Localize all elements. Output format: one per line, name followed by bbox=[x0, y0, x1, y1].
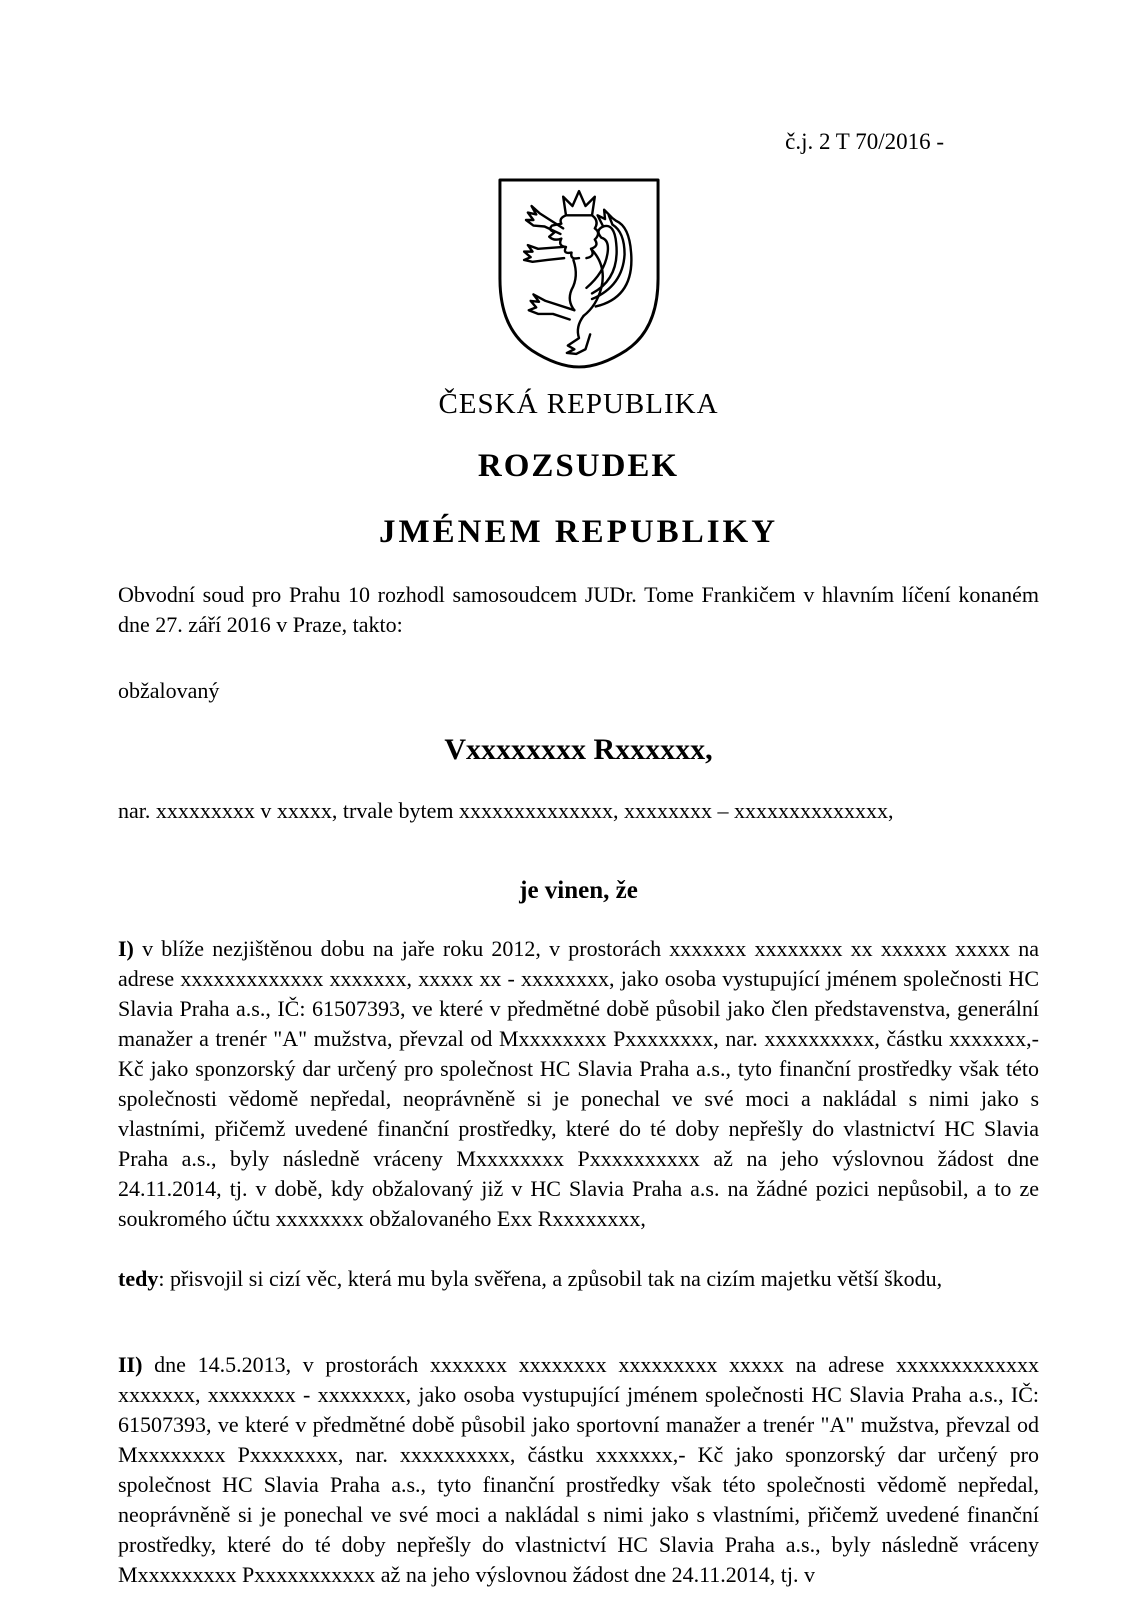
legal-conclusion-label: tedy bbox=[118, 1266, 159, 1291]
count-one-label: I) bbox=[118, 936, 134, 961]
count-one-paragraph bbox=[118, 934, 1039, 1234]
count-one-text: v blíže nezjištěnou dobu na jaře roku 2012, v prostorách xxxxxxx xxxxxxxx xx xxxxxx xxxxx na adrese xxxxxxxxxxxxx xxxxxxx, xxxxx xx - xxxxxxxx, jako osoba vystupující jménem společnosti HC Slavia Praha a.s., IČ: 61507393, ve které v předmětné době působil jako člen představenstva, generální manažer a trenér "A" mužstva, převzal od Mxxxxxxxx Pxxxxxxxx, nar. xxxxxxxxxx, částku xxxxxxx,- Kč jako sponzorský dar určený pro společnost HC Slavia Praha a.s., tyto finanční prostředky však této společnosti vědomě nepředal, neoprávněně si je ponechal ve své moci a nakládal s nimi jako s vlastními, přičemž uvedené finanční prostředky, které do té doby nepřešly do vlastnictví HC Slavia Praha a.s., byly následně vráceny Mxxxxxxxx Pxxxxxxxxxx až na jeho výslovnou žádost dne 24.11.2014, tj. v době, kdy obžalovaný již v HC Slavia Praha a.s. na žádné pozici nepůsobil, a to ze soukromého účtu xxxxxxxx obžalovaného Exx Rxxxxxxxx, bbox=[118, 936, 1039, 1231]
defendant-birth-line: nar. xxxxxxxxx v xxxxx, trvale bytem xxxxxxxxxxxxxx, xxxxxxxx – xxxxxxxxxxxxxx, bbox=[118, 798, 894, 823]
defendant-label: obžalovaný bbox=[118, 678, 220, 703]
czech-lion-coat-of-arms-icon bbox=[486, 174, 672, 372]
country-heading: ČESKÁ REPUBLIKA bbox=[438, 388, 719, 420]
intro-paragraph: Obvodní soud pro Prahu 10 rozhodl samosoudcem JUDr. Tome Frankičem v hlavním líčení konaném dne 27. září 2016 v Praze, takto: bbox=[118, 582, 1039, 637]
judgment-title: ROZSUDEK bbox=[477, 448, 680, 484]
defendant-name: Vxxxxxxxx Rxxxxxx, bbox=[444, 733, 713, 766]
case-number: č.j. 2 T 70/2016 - bbox=[785, 129, 944, 154]
legal-conclusion-paragraph bbox=[118, 1264, 1039, 1294]
count-two-paragraph bbox=[118, 1350, 1039, 1590]
count-two-text: dne 14.5.2013, v prostorách xxxxxxx xxxxxxxx xxxxxxxxx xxxxx na adrese xxxxxxxxxxxxx xxxxxxx, xxxxxxxx - xxxxxxxx, jako osoba vystupující jménem společnosti HC Slavia Praha a.s., IČ: 61507393, ve které v předmětné době působil jako sportovní manažer a trenér "A" mužstva, převzal od Mxxxxxxxx Pxxxxxxxx, nar. xxxxxxxxxx, částku xxxxxxx,- Kč jako sponzorský dar určený pro společnost HC Slavia Praha a.s., tyto finanční prostředky však této společnosti vědomě nepředal, neoprávněně si je ponechal ve své moci a nakládal s nimi jako s vlastními, přičemž uvedené finanční prostředky, které do té doby nepřešly do vlastnictví HC Slavia Praha a.s., byly následně vráceny Mxxxxxxxxx Pxxxxxxxxxxx až na jeho výslovnou žádost dne 24.11.2014, tj. v bbox=[118, 1352, 1039, 1587]
legal-conclusion-text: : přisvojil si cizí věc, která mu byla svěřena, a způsobil tak na cizím majetku větší škodu, bbox=[158, 1266, 943, 1291]
count-two-label: II) bbox=[118, 1352, 143, 1377]
coat-of-arms bbox=[486, 174, 672, 372]
guilty-heading: je vinen, že bbox=[519, 877, 638, 904]
judgment-subtitle: JMÉNEM REPUBLIKY bbox=[378, 514, 779, 550]
